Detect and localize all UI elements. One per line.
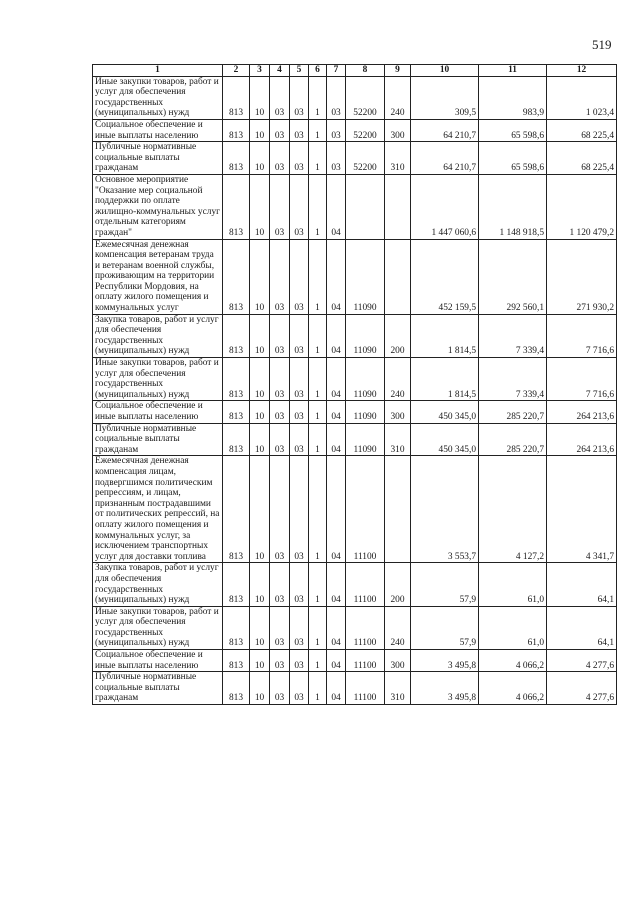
amount-year-3: 68 225,4 [547, 119, 617, 141]
activity-code: 04 [327, 239, 346, 314]
column-header: 3 [250, 65, 270, 77]
table-row [93, 142, 617, 175]
subsection-code: 03 [270, 650, 290, 672]
ministry-code: 813 [223, 563, 250, 606]
activity-code: 04 [327, 174, 346, 239]
table-row [93, 314, 617, 357]
subsection-code: 03 [270, 76, 290, 119]
section-code: 10 [250, 650, 270, 672]
column-header: 7 [327, 65, 346, 77]
expense-type-code [385, 239, 411, 314]
item-name: Закупка товаров, работ и услуг для обеспечения государственных (муниципальных) нужд [93, 563, 223, 606]
column-header: 12 [547, 65, 617, 77]
subsection-code: 03 [270, 606, 290, 649]
amount-year-2: 4 127,2 [479, 456, 547, 563]
item-name: Социальное обеспечение и иные выплаты населению [93, 401, 223, 423]
activity-code: 04 [327, 456, 346, 563]
ministry-code: 813 [223, 142, 250, 175]
ministry-code: 813 [223, 239, 250, 314]
direction-code: 11100 [346, 563, 385, 606]
column-header: 1 [93, 65, 223, 77]
item-name: Социальное обеспечение и иные выплаты населению [93, 650, 223, 672]
ministry-code: 813 [223, 606, 250, 649]
table-row [93, 358, 617, 401]
expense-type-code: 310 [385, 423, 411, 456]
subprogram-code: 1 [309, 401, 327, 423]
expense-type-code: 200 [385, 314, 411, 357]
item-name: Основное мероприятие "Оказание мер социальной поддержки по оплате жилищно-коммунальных услуг отдельным категориям граждан" [93, 174, 223, 239]
amount-year-3: 68 225,4 [547, 142, 617, 175]
direction-code: 11090 [346, 423, 385, 456]
section-code: 10 [250, 423, 270, 456]
section-code: 10 [250, 456, 270, 563]
header-row [93, 65, 617, 77]
amount-year-3: 1 023,4 [547, 76, 617, 119]
table-row [93, 456, 617, 563]
amount-year-2: 61,0 [479, 606, 547, 649]
section-code: 10 [250, 401, 270, 423]
amount-year-1: 309,5 [411, 76, 479, 119]
amount-year-3: 64,1 [547, 563, 617, 606]
expense-type-code: 300 [385, 650, 411, 672]
item-name: Публичные нормативные социальные выплаты гражданам [93, 423, 223, 456]
section-code: 10 [250, 314, 270, 357]
amount-year-2: 7 339,4 [479, 358, 547, 401]
expense-type-code: 240 [385, 606, 411, 649]
amount-year-2: 4 066,2 [479, 672, 547, 705]
direction-code: 11090 [346, 314, 385, 357]
expense-type-code [385, 174, 411, 239]
program-code: 03 [290, 142, 309, 175]
table-row [93, 672, 617, 705]
expense-type-code [385, 456, 411, 563]
amount-year-3: 264 213,6 [547, 401, 617, 423]
direction-code [346, 174, 385, 239]
ministry-code: 813 [223, 456, 250, 563]
subprogram-code: 1 [309, 119, 327, 141]
amount-year-1: 57,9 [411, 563, 479, 606]
amount-year-3: 271 930,2 [547, 239, 617, 314]
direction-code: 52200 [346, 76, 385, 119]
amount-year-1: 450 345,0 [411, 401, 479, 423]
subsection-code: 03 [270, 563, 290, 606]
amount-year-1: 1 447 060,6 [411, 174, 479, 239]
amount-year-1: 64 210,7 [411, 142, 479, 175]
amount-year-2: 4 066,2 [479, 650, 547, 672]
ministry-code: 813 [223, 76, 250, 119]
section-code: 10 [250, 239, 270, 314]
direction-code: 11100 [346, 606, 385, 649]
column-header: 5 [290, 65, 309, 77]
page-number: 519 [592, 37, 612, 52]
ministry-code: 813 [223, 401, 250, 423]
item-name: Иные закупки товаров, работ и услуг для обеспечения государственных (муниципальных) нужд [93, 606, 223, 649]
direction-code: 11090 [346, 401, 385, 423]
ministry-code: 813 [223, 314, 250, 357]
amount-year-2: 983,9 [479, 76, 547, 119]
section-code: 10 [250, 142, 270, 175]
activity-code: 03 [327, 76, 346, 119]
direction-code: 11090 [346, 239, 385, 314]
subsection-code: 03 [270, 401, 290, 423]
amount-year-3: 1 120 479,2 [547, 174, 617, 239]
column-header: 11 [479, 65, 547, 77]
ministry-code: 813 [223, 119, 250, 141]
table-row [93, 401, 617, 423]
amount-year-2: 65 598,6 [479, 142, 547, 175]
subsection-code: 03 [270, 119, 290, 141]
subprogram-code: 1 [309, 672, 327, 705]
amount-year-1: 3 495,8 [411, 672, 479, 705]
amount-year-2: 285 220,7 [479, 401, 547, 423]
program-code: 03 [290, 606, 309, 649]
program-code: 03 [290, 563, 309, 606]
amount-year-3: 7 716,6 [547, 358, 617, 401]
subsection-code: 03 [270, 672, 290, 705]
activity-code: 03 [327, 142, 346, 175]
budget-table [92, 64, 617, 705]
direction-code: 11100 [346, 456, 385, 563]
program-code: 03 [290, 401, 309, 423]
program-code: 03 [290, 174, 309, 239]
amount-year-3: 264 213,6 [547, 423, 617, 456]
activity-code: 04 [327, 423, 346, 456]
direction-code: 52200 [346, 119, 385, 141]
amount-year-3: 4 277,6 [547, 672, 617, 705]
direction-code: 52200 [346, 142, 385, 175]
expense-type-code: 300 [385, 119, 411, 141]
table-row [93, 563, 617, 606]
section-code: 10 [250, 563, 270, 606]
activity-code: 04 [327, 563, 346, 606]
amount-year-3: 4 277,6 [547, 650, 617, 672]
column-header: 8 [346, 65, 385, 77]
item-name: Ежемесячная денежная компенсация ветеранам труда и ветеранам военной службы, проживающим на территории Республики Мордовия, на оплату жилого помещения и коммунальных услуг [93, 239, 223, 314]
section-code: 10 [250, 119, 270, 141]
subprogram-code: 1 [309, 423, 327, 456]
section-code: 10 [250, 358, 270, 401]
table-row [93, 650, 617, 672]
section-code: 10 [250, 672, 270, 705]
subsection-code: 03 [270, 142, 290, 175]
subsection-code: 03 [270, 423, 290, 456]
column-header: 4 [270, 65, 290, 77]
program-code: 03 [290, 119, 309, 141]
activity-code: 04 [327, 401, 346, 423]
item-name: Иные закупки товаров, работ и услуг для обеспечения государственных (муниципальных) нужд [93, 358, 223, 401]
activity-code: 04 [327, 314, 346, 357]
amount-year-2: 61,0 [479, 563, 547, 606]
amount-year-1: 450 345,0 [411, 423, 479, 456]
expense-type-code: 300 [385, 401, 411, 423]
amount-year-2: 1 148 918,5 [479, 174, 547, 239]
expense-type-code: 310 [385, 672, 411, 705]
subprogram-code: 1 [309, 650, 327, 672]
amount-year-3: 4 341,7 [547, 456, 617, 563]
expense-type-code: 310 [385, 142, 411, 175]
item-name: Публичные нормативные социальные выплаты гражданам [93, 142, 223, 175]
amount-year-2: 7 339,4 [479, 314, 547, 357]
program-code: 03 [290, 314, 309, 357]
column-header: 6 [309, 65, 327, 77]
program-code: 03 [290, 358, 309, 401]
activity-code: 04 [327, 606, 346, 649]
table-header [93, 65, 617, 77]
amount-year-3: 7 716,6 [547, 314, 617, 357]
subprogram-code: 1 [309, 606, 327, 649]
table-row [93, 239, 617, 314]
program-code: 03 [290, 650, 309, 672]
item-name: Публичные нормативные социальные выплаты гражданам [93, 672, 223, 705]
amount-year-1: 1 814,5 [411, 314, 479, 357]
direction-code: 11090 [346, 358, 385, 401]
subsection-code: 03 [270, 174, 290, 239]
amount-year-1: 1 814,5 [411, 358, 479, 401]
amount-year-2: 65 598,6 [479, 119, 547, 141]
expense-type-code: 240 [385, 358, 411, 401]
amount-year-1: 452 159,5 [411, 239, 479, 314]
subprogram-code: 1 [309, 76, 327, 119]
amount-year-3: 64,1 [547, 606, 617, 649]
activity-code: 04 [327, 672, 346, 705]
table-body [93, 76, 617, 704]
ministry-code: 813 [223, 672, 250, 705]
section-code: 10 [250, 174, 270, 239]
ministry-code: 813 [223, 174, 250, 239]
subsection-code: 03 [270, 456, 290, 563]
subprogram-code: 1 [309, 142, 327, 175]
activity-code: 04 [327, 358, 346, 401]
subsection-code: 03 [270, 239, 290, 314]
ministry-code: 813 [223, 423, 250, 456]
item-name: Ежемесячная денежная компенсация лицам, подвергшимся политическим репрессиям, и лицам, признанным пострадавшими от политических репрессий, на оплату жилого помещения и коммунальных услуг, за исключением транспортных услуг для доставки топлива [93, 456, 223, 563]
section-code: 10 [250, 606, 270, 649]
table-row [93, 423, 617, 456]
program-code: 03 [290, 239, 309, 314]
subprogram-code: 1 [309, 563, 327, 606]
section-code: 10 [250, 76, 270, 119]
subprogram-code: 1 [309, 174, 327, 239]
amount-year-1: 64 210,7 [411, 119, 479, 141]
subsection-code: 03 [270, 314, 290, 357]
program-code: 03 [290, 456, 309, 563]
amount-year-2: 285 220,7 [479, 423, 547, 456]
activity-code: 04 [327, 650, 346, 672]
subprogram-code: 1 [309, 358, 327, 401]
table-row [93, 606, 617, 649]
program-code: 03 [290, 76, 309, 119]
subsection-code: 03 [270, 358, 290, 401]
amount-year-2: 292 560,1 [479, 239, 547, 314]
program-code: 03 [290, 672, 309, 705]
item-name: Закупка товаров, работ и услуг для обеспечения государственных (муниципальных) нужд [93, 314, 223, 357]
column-header: 10 [411, 65, 479, 77]
ministry-code: 813 [223, 650, 250, 672]
direction-code: 11100 [346, 672, 385, 705]
table-row [93, 174, 617, 239]
amount-year-1: 3 553,7 [411, 456, 479, 563]
item-name: Социальное обеспечение и иные выплаты населению [93, 119, 223, 141]
subprogram-code: 1 [309, 314, 327, 357]
table-row [93, 119, 617, 141]
item-name: Иные закупки товаров, работ и услуг для обеспечения государственных (муниципальных) нужд [93, 76, 223, 119]
expense-type-code: 240 [385, 76, 411, 119]
amount-year-1: 3 495,8 [411, 650, 479, 672]
table-row [93, 76, 617, 119]
program-code: 03 [290, 423, 309, 456]
activity-code: 03 [327, 119, 346, 141]
subprogram-code: 1 [309, 456, 327, 563]
column-header: 2 [223, 65, 250, 77]
expense-type-code: 200 [385, 563, 411, 606]
ministry-code: 813 [223, 358, 250, 401]
amount-year-1: 57,9 [411, 606, 479, 649]
direction-code: 11100 [346, 650, 385, 672]
column-header: 9 [385, 65, 411, 77]
subprogram-code: 1 [309, 239, 327, 314]
